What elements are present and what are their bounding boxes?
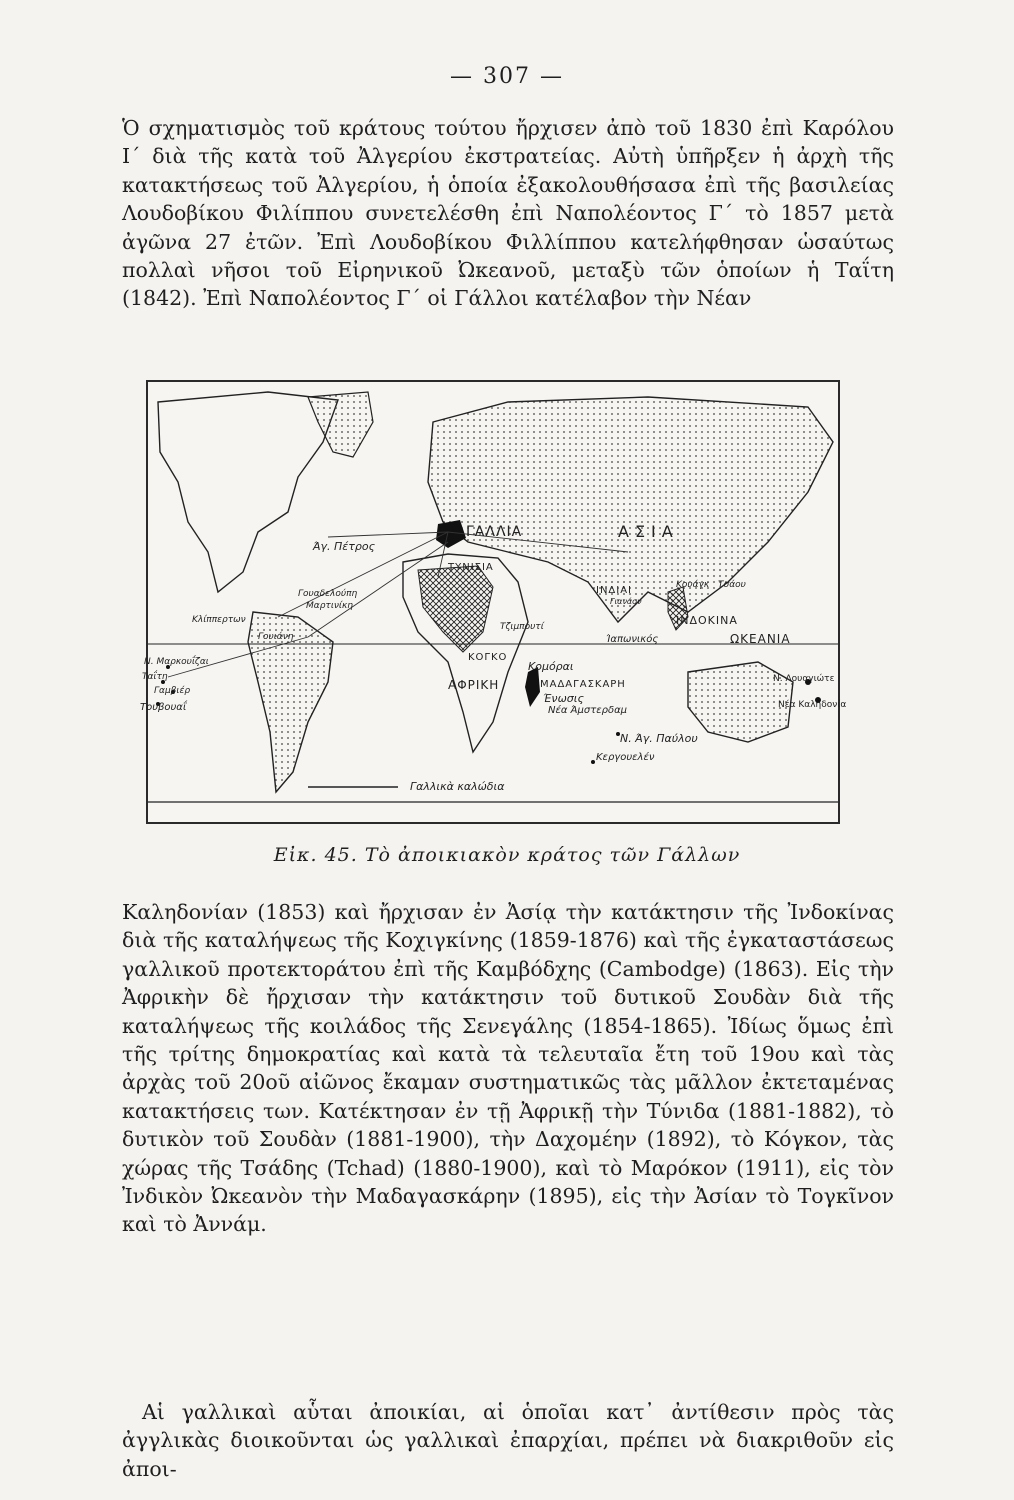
north-america <box>158 392 338 592</box>
label-gamvier: Γαμβιέρ <box>154 686 191 696</box>
label-ag-petros: Άγ. Πέτρος <box>313 540 376 553</box>
label-okeania: ΩΚΕΑΝΙΑ <box>730 632 791 646</box>
label-indiai: ΙΝΔΙΑΙ <box>596 585 633 596</box>
label-klipperton: Κλίππερτων <box>192 615 246 625</box>
label-asia: ΑΣΙΑ <box>618 522 679 541</box>
label-gouiani: Γουιάνη <box>258 632 294 642</box>
map-figure <box>140 380 847 824</box>
madagascar <box>525 667 540 707</box>
label-enosis: Ένωσις <box>543 692 584 705</box>
label-yanaon: Γιανάον <box>610 597 642 606</box>
label-indokina: ΙΝΔΟΚΙΝΑ <box>676 614 738 627</box>
label-afriki: ΑΦΡΙΚΗ <box>448 678 500 692</box>
label-tzimpouti: Τζιμπουτί <box>500 622 544 632</box>
label-martiniki: Μαρτινίκη <box>306 601 353 611</box>
label-kongo: ΚΟΓΚΟ <box>468 652 508 663</box>
label-iaponikos: Ίαπωνικός <box>606 634 659 645</box>
paragraph-top: Ὁ σχηματισμὸς τοῦ κράτους τούτου ἤρχισεν ἀπὸ τοῦ 1830 ἐπὶ Καρόλου Ι΄ διὰ τῆς κατὰ τοῦ Ἀλγερίου ἐκστρατείας. Αὐτὴ ὑπῆρξεν ἡ ἀρχὴ τῆς κατακτήσεως τοῦ Ἀλγερίου, ἡ ὁποία ἐξακολουθήσασα ἐπὶ τῆς βασιλείας Λουδοβίκου Φιλίππου συνετελέσθη ἐπὶ Ναπολέοντος Γ΄ τὸ 1857 μετὰ ἀγῶνα 27 ἐτῶν. Ἐπὶ Λουδοβίκου Φιλλίππου κατελήφθησαν ὡσαύτως πολλαὶ νῆσοι τοῦ Εἰρηνικοῦ Ὠκεανοῦ, μεταξὺ τῶν ὁποίων ἡ Ταΐτη (1842). Ἐπὶ Ναπολέοντος Γ΄ οἱ Γάλλοι κατέλαβον τὴν Νέαν <box>122 116 894 311</box>
label-markouizai: Ν. Μαρκουΐζαι <box>144 657 209 667</box>
label-komorai: Κομόραι <box>528 660 574 673</box>
label-kergouelen: Κεργουελέν <box>596 752 655 763</box>
label-nea-kalidonia: Νέα Καληδονία <box>778 700 847 710</box>
label-louagiote: Ν. Λουαγιώτε <box>773 674 835 684</box>
figure-caption: Εἰκ. 45. Τὸ ἀποικιακὸν κράτος τῶν Γάλλων <box>273 844 741 866</box>
page-number: — 307 — <box>450 64 564 89</box>
label-ag-pavlou: Ν. Άγ. Παύλου <box>620 732 698 745</box>
label-gouadeloupi: Γουαδελούπη <box>298 589 358 599</box>
paragraph-middle: Καληδονίαν (1853) καὶ ἤρχισαν ἐν Ἀσίᾳ τὴν κατάκτησιν τῆς Ἰνδοκίνας διὰ τῆς καταλήψεως τῆς Κοχιγκίνης (1859-1876) καὶ τῆς ἐγκαταστάσεως γαλλικοῦ προτεκτοράτου ἐπὶ τῆς Καμβόδχης (Cambodge) (1863). Εἰς τὴν Ἀφρικὴν δὲ ἤρχισαν τὴν κατάκτησιν τοῦ δυτικοῦ Σουδὰν διὰ τῆς καταλήψεως τῆς κοιλάδος τῆς Σενεγάλης (1854-1865). Ἰδίως ὅμως ἐπὶ τῆς τρίτης δημοκρατίας καὶ κατὰ τὰ τελευταῖα ἔτη τοῦ 19ου καὶ τὰς ἀρχὰς τοῦ 20οῦ αἰῶνος ἔκαμαν συστηματικῶς τὰς μᾶλλον ἐκτεταμένας κατακτήσεις των. Κατέκτησαν ἐν τῇ Ἀφρικῇ τὴν Τύνιδα (1881-1882), τὸ δυτικὸν τοῦ Σουδὰν (1881-1900), τὴν Δαχομέην (1892), τὸ Κόγκον, τὰς χώρας τῆς Τσάδης (Tchad) (1880-1900), καὶ τὸ Μαρόκον (1911), εἰς τὸν Ἰνδικὸν Ὠκεανὸν τὴν Μαδαγασκάρην (1895), εἰς τὴν Ἀσίαν τὸ Τογκῖνον καὶ τὸ Ἀννάμ. <box>122 900 894 1237</box>
label-touvouai: Τουβουαΐ <box>140 702 187 713</box>
label-madagaskari: ΜΑΔΑΓΑΣΚΑΡΗ <box>540 679 626 690</box>
label-gallia: ΓΑΛΛΙΑ <box>466 524 523 540</box>
label-nea-amsterdam: Νέα Άμστερδαμ <box>548 705 628 716</box>
label-tynisia: ΤΥΝΙΣΙΑ <box>448 562 494 573</box>
label-taiti: Ταΐτη <box>142 672 168 682</box>
label-legend: Γαλλικὰ καλώδια <box>410 780 505 793</box>
paragraph-end: Αἱ γαλλικαὶ αὗται ἀποικίαι, αἱ ὁποῖαι κατ᾿ ἀντίθεσιν πρὸς τὰς ἀγγλικὰς διοικοῦνται ὡς γαλλικαὶ ἐπαρχίαι, πρέπει νὰ διακριθοῦν εἰς ἀποι- <box>122 1400 894 1481</box>
label-tsaou: Τσάου <box>718 580 746 590</box>
world-map-svg <box>148 382 838 822</box>
label-kouang: Κουάγκ <box>676 580 710 590</box>
